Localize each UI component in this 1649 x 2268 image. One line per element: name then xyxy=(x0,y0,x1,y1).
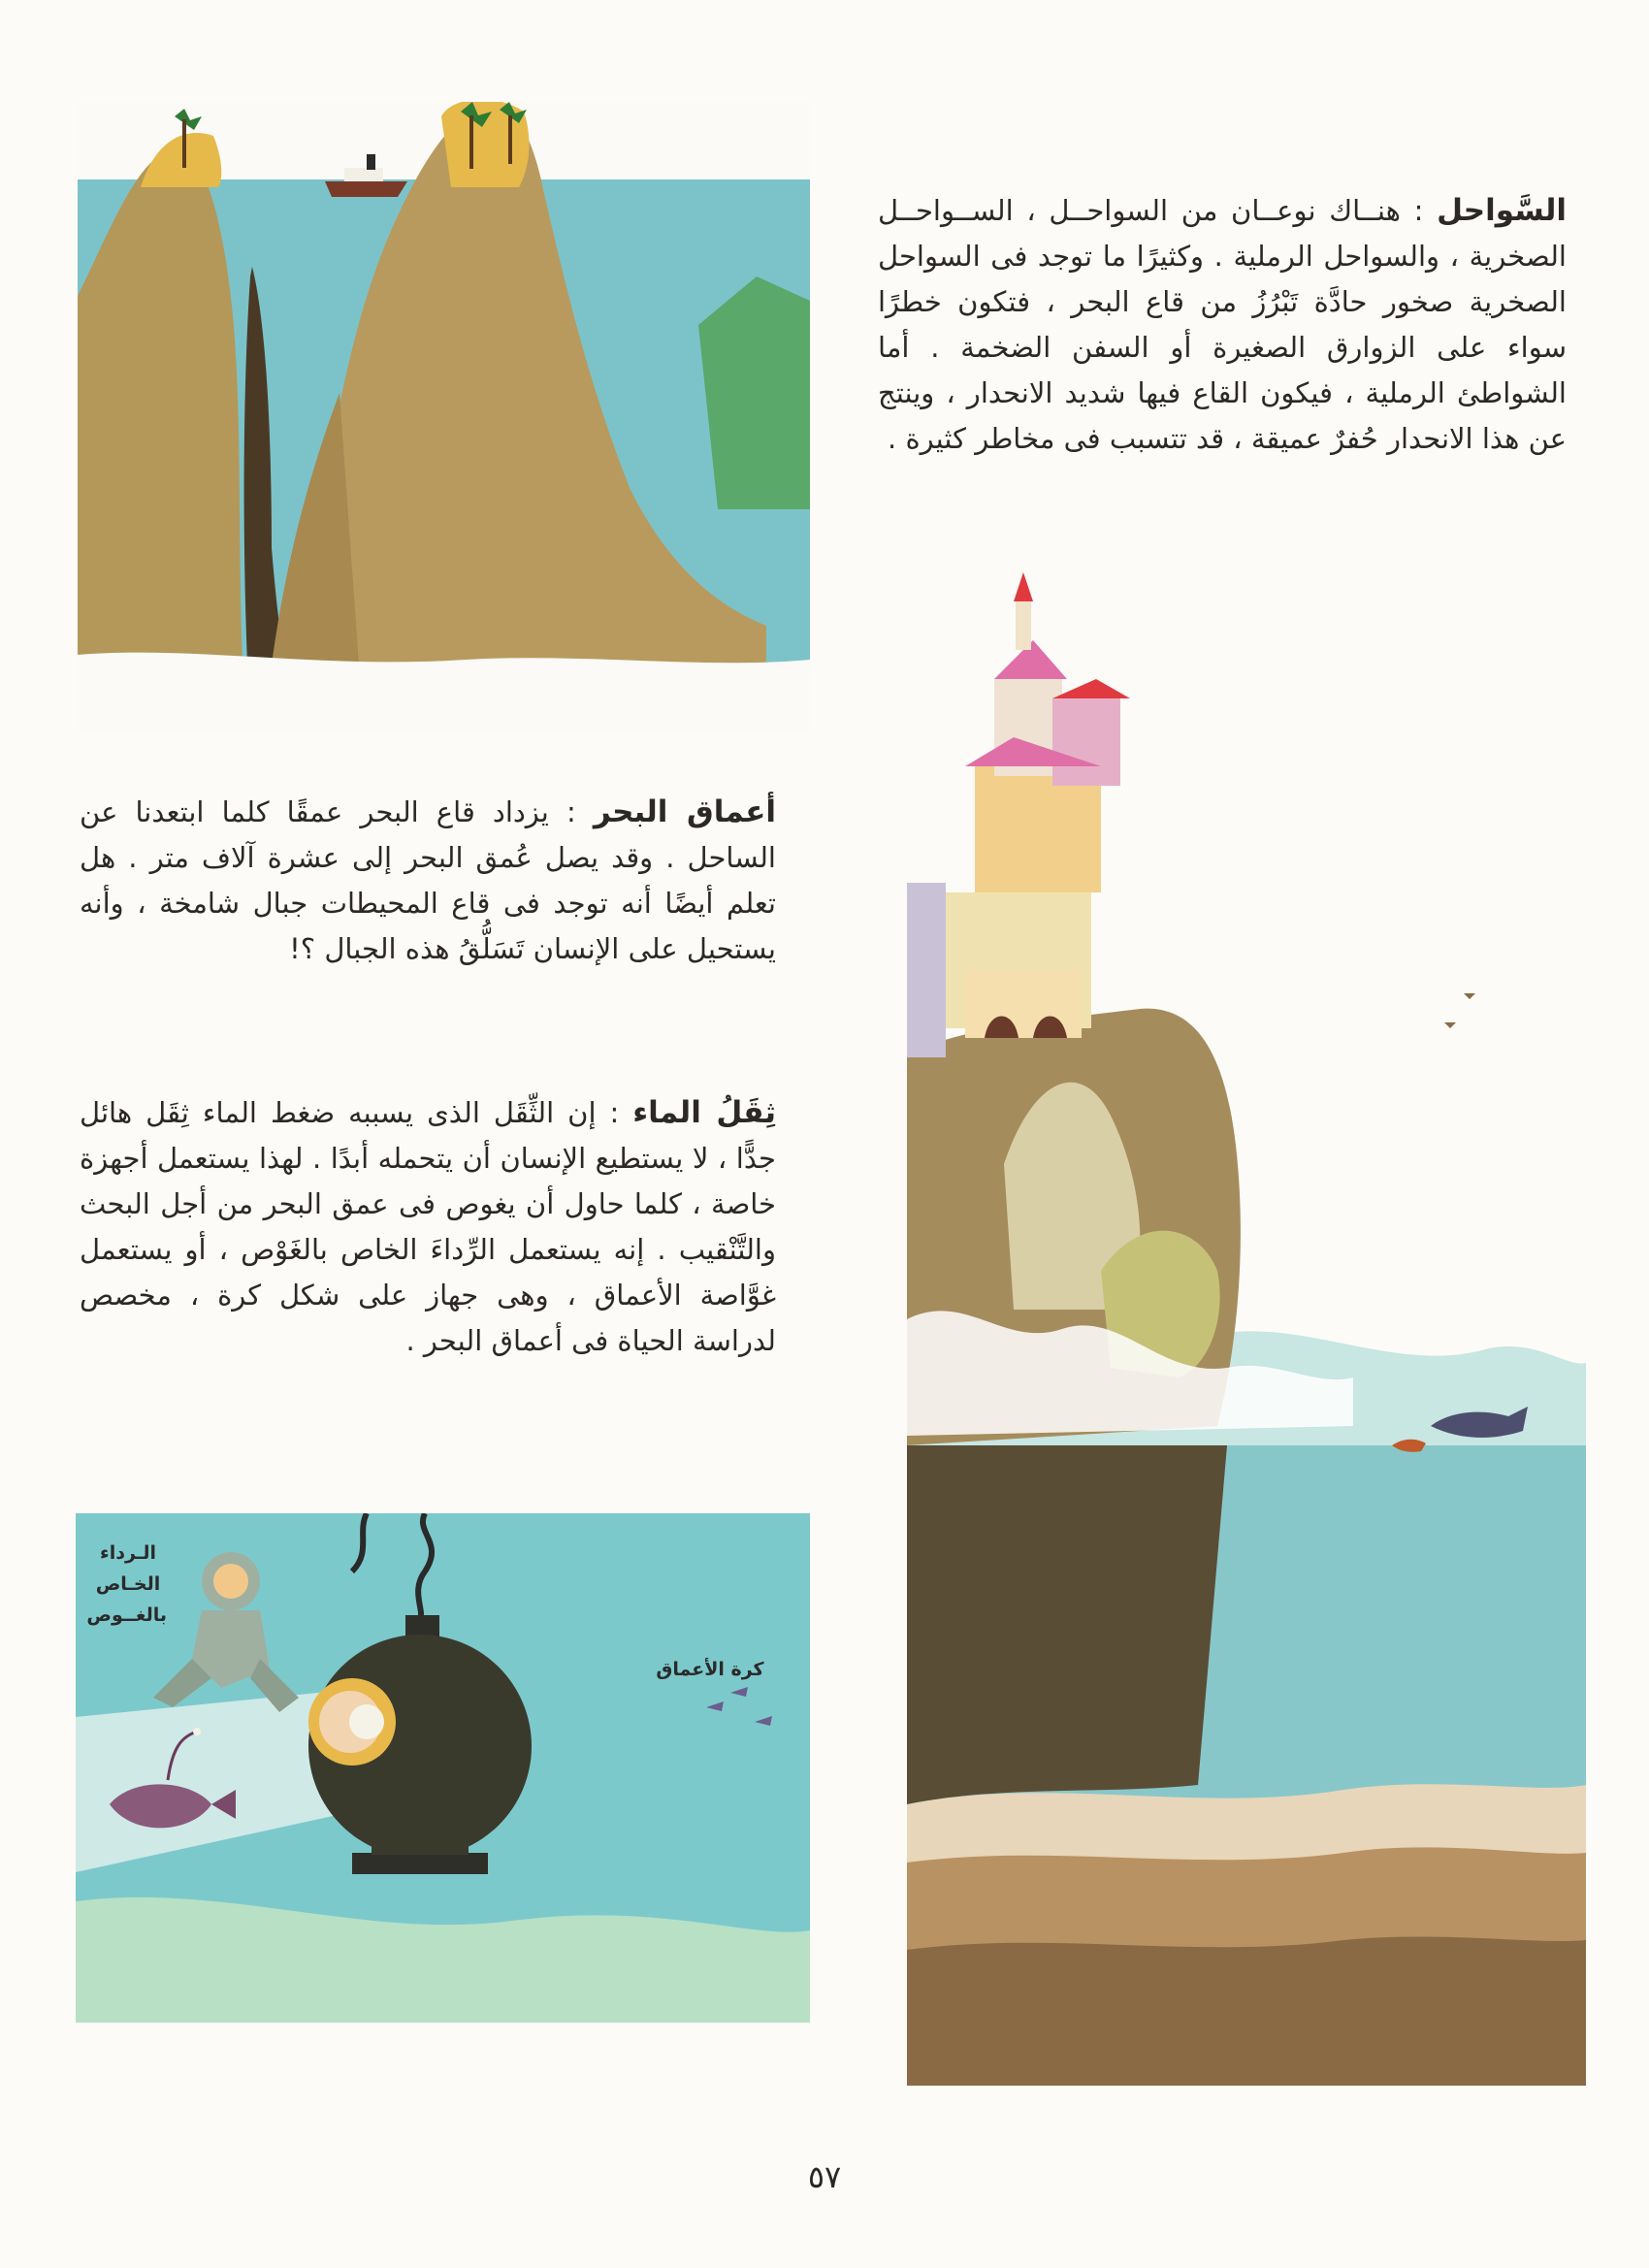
page-number: ٥٧ xyxy=(807,2158,842,2195)
water-weight-text: : إن الثِّقَل الذى يسببه ضغط الماء ثِقَل هائل جدًّا ، لا يستطيع الإنسان أن يتحمله أبدًا . لهذا يستعمل أجهزة خاصة ، كلما حاول أن يغوص فى عمق البحر من أجل البحث والتَّنْقيب . إنه يستعمل الرِّداءَ الخاص بالغَوْص ، أو يستعمل غوَّاصة الأعماق ، وهى جهاز على شكل كرة ، مخصص لدراسة الحياة فى أعماق البحر . xyxy=(80,1096,776,1357)
caption-suit-line2: الخـاص xyxy=(95,1573,161,1595)
water-weight-term: ثِقَلُ الماء xyxy=(632,1095,777,1130)
bathysphere-caption: كرة الأعماق xyxy=(656,1659,764,1680)
sea-depths-term: أعماق البحر xyxy=(593,794,777,829)
coastal-cliff-illustration xyxy=(907,572,1586,2086)
ocean-mountains-illustration xyxy=(78,102,810,732)
sea-depths-paragraph xyxy=(80,790,776,972)
sea-depths-text: : يزداد قاع البحر عمقًا كلما ابتعدنا عن الساحل . وقد يصل عُمق البحر إلى عشرة آلاف متر . هل تعلم أيضًا أنه توجد فى قاع المحيطات جبال شامخة ، وأنه يستحيل على الإنسان تَسَلُّقُ هذه الجبال ؟! xyxy=(80,795,776,965)
coasts-term: السَّواحل xyxy=(1437,193,1568,228)
diver-and-bathysphere-illustration xyxy=(76,1513,810,2023)
water-weight-paragraph xyxy=(80,1090,776,1364)
coasts-text: : هنــاك نوعــان من السواحــل ، الســواحــل الصخرية ، والسواحل الرملية . وكثيرًا ما توجد فى السواحل الصخرية صخور حادَّة تَبْرُزُ من قاع البحر ، فتكون خطرًا سواء على الزوارق الصغيرة أو السفن الضخمة . أما الشواطئ الرملية ، فيكون القاع فيها شديد الانحدار ، وينتج عن هذا الانحدار حُفرٌ عميقة ، قد تتسبب فى مخاطر كثيرة . xyxy=(878,194,1567,455)
caption-suit-line3: بالغــوص xyxy=(86,1604,167,1626)
caption-suit-line1: الـرداء xyxy=(100,1542,156,1564)
coasts-paragraph xyxy=(878,188,1567,462)
diving-suit-caption xyxy=(86,1538,167,1631)
